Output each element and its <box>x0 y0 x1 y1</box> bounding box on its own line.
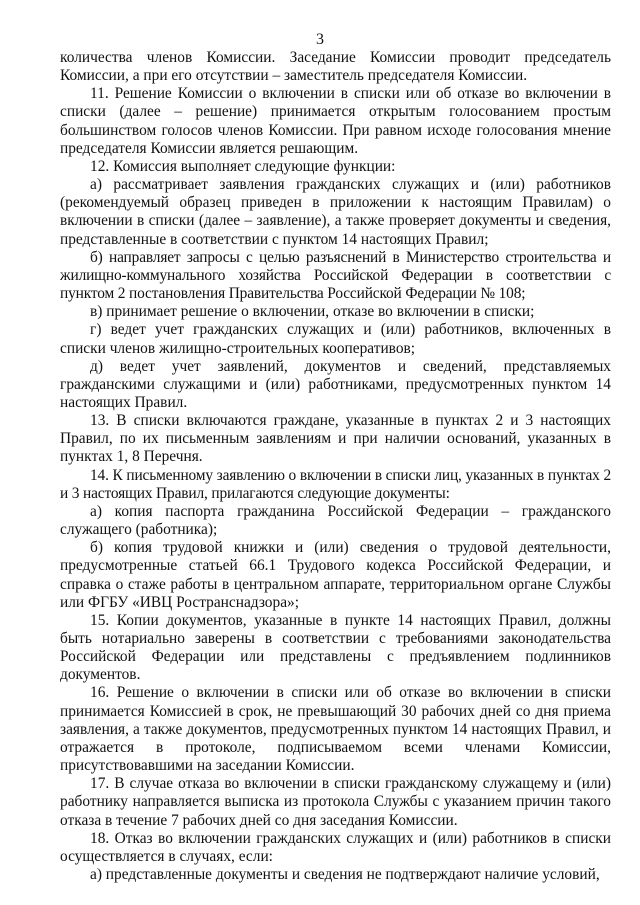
clause-12-v: в) принимает решение о включении, отказе во включении в списки; <box>90 303 535 321</box>
clause-18: 18. Отказ во включении гражданских служащих и (или) работников в списки осуществляется в случаях, если: <box>60 829 611 865</box>
clause-14-b: б) копия трудовой книжки и (или) сведения о трудовой деятельности, предусмотренные статьей 66.1 Трудового кодекса Российской Федерации, и справка о стаже работы в центральном аппарате, территориальном органе Службы или ФГБУ «ИВЦ Ространснадзора»; <box>60 539 611 611</box>
clause-12-d: д) ведет учет заявлений, документов и сведений, представляемых гражданскими служащими и (или) работниками, предусмотренных пунктом 14 настоящих Правил. <box>60 357 611 411</box>
clause-12-b: б) направляет запросы с целью разъяснений в Министерство строительства и жилищно-коммунального хозяйства Российской Федерации в соответствии с пунктом 2 постановления Правительства Российской Федерации № 108; <box>60 248 611 303</box>
document-body <box>60 49 611 884</box>
page-number: 3 <box>316 31 324 48</box>
clause-12-a: а) рассматривает заявления гражданских служащих и (или) работников (рекомендуемый образец приведен в приложении к настоящим Правилам) о включении в списки (далее – заявление), а также проверяет документы и сведения, представленные в соответствии с пунктом 14 настоящих Правил; <box>60 176 611 248</box>
clause-14: 14. К письменному заявлению о включении в списки лиц, указанных в пунктах 2 и 3 настоящих Правил, прилагаются следующие документы: <box>60 466 611 502</box>
clause-12-g: г) ведет учет гражданских служащих и (или) работников, включенных в списки членов жилищно-строительных кооперативов; <box>60 321 611 357</box>
clause-11: 11. Решение Комиссии о включении в списки или об отказе во включении в списки (далее – решение) принимается открытым голосованием простым большинством голосов членов Комиссии. При равном исходе голосования мнение председателя Комиссии является решающим. <box>60 85 611 157</box>
clause-15: 15. Копии документов, указанные в пункте 14 настоящих Правил, должны быть нотариально заверены в соответствии с требованиями законодательства Российской Федерации или представлены с предъявлением подлинников документов. <box>60 611 611 684</box>
clause-13: 13. В списки включаются граждане, указанные в пунктах 2 и 3 настоящих Правил, по их письменным заявлениям и при наличии оснований, указанных в пунктах 1, 8 Перечня. <box>60 412 611 466</box>
clause-12: 12. Комиссия выполняет следующие функции: <box>90 157 396 175</box>
clause-14-a: а) копия паспорта гражданина Российской Федерации – гражданского служащего (работника); <box>60 502 611 539</box>
paragraph-continuation: количества членов Комиссии. Заседание Комиссии проводит председатель Комиссии, а при его отсутствии – заместитель председателя Комиссии. <box>60 49 611 85</box>
clause-16: 16. Решение о включении в списки или об отказе во включении в списки принимается Комиссией в срок, не превышающий 30 рабочих дней со дня приема заявления, а также документов, предусмотренных пунктом 14 настоящих Правил, и отражается в протоколе, подписываемом всеми членами Комиссии, присутствовавшими на заседании Комиссии. <box>60 684 611 775</box>
clause-18-a: а) представленные документы и сведения не подтверждают наличие условий, <box>90 866 600 884</box>
clause-17: 17. В случае отказа во включении в списки гражданскому служащему и (или) работнику направляется выписка из протокола Службы с указанием причин такого отказа в течение 7 рабочих дней со дня заседания Комиссии. <box>60 775 611 829</box>
